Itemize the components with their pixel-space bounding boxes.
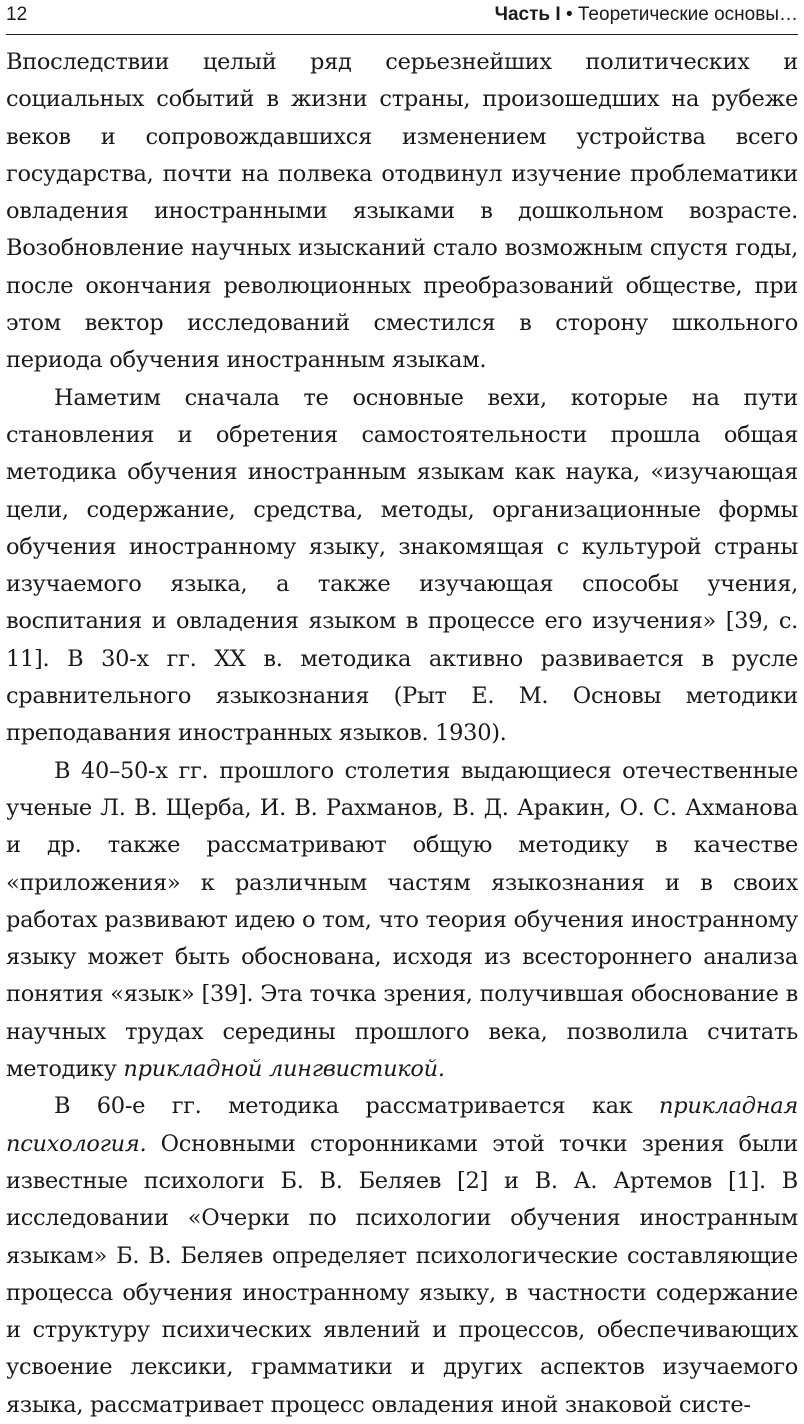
section-title: Теоретические основы… [577, 4, 798, 25]
paragraph-4-text-end: Основными сторонниками этой точки зрения были известные психологи Б. В. Беляев [2] и В. А. Артемов [1]. В исследовании «Очерки по психологии обучения иностранным языкам» Б. В. Беляев определяет психологические составляющие процесса обучения иностранному языку, в частности содержание и структуру психических явлений и процессов, обеспечивающих усвоение лексики, грамматики и других аспектов изучаемого языка, рассматривает процесс овладения иной знаковой систе- [6, 1130, 798, 1418]
paragraph-1: Впоследствии целый ряд серьезнейших политических и социальных событий в жизни страны, произошедших на рубеже веков и сопровождавшихся изменением устройства всего государства, почти на полвека отодвинул изучение проблематики овладения иностранными языками в дошкольном возрасте. Возобновление научных изысканий стало возможным спустя годы, после окончания революционных преобразований обществе, при этом вектор исследований сместился в сторону школьного периода обучения иностранным языкам. [6, 49, 798, 374]
page-body [6, 44, 798, 1424]
page-number: 12 [6, 4, 28, 25]
paragraph-4-text-start: В 60-е гг. методика рассматривается как [54, 1093, 660, 1120]
part-label: Часть I [494, 4, 561, 25]
page-header [6, 0, 798, 35]
paragraph-3-emphasis: прикладной лингвистикой. [123, 1056, 445, 1083]
paragraph-4 [6, 1088, 798, 1424]
paragraph-2: Наметим сначала те основные вехи, которые на пути становления и обретения самостоятельности прошла общая методика обучения иностранным языкам как наука, «изучающая цели, содержание, средства, методы, организационные формы обучения иностранному языку, знакомящая с культурой страны изучаемого языка, а также изучающая способы учения, воспитания и овладения языком в процессе его изучения» [39, с. 11]. В 30-х гг. XX в. методика активно развивается в русле сравнительного языкознания (Рыт Е. М. Основы методики преподавания иностранных языков. 1930). [6, 384, 798, 747]
paragraph-3-text: В 40–50-х гг. прошлого столетия выдающиеся отечественные ученые Л. В. Щерба, И. В. Рахманов, В. Д. Аракин, О. С. Ахманова и др. также рассматривают общую методику в качестве «приложения» к различным частям языкознания и в своих работах развивают идею о том, что теория обучения иностранному языку может быть обоснована, исходя из всестороннего анализа понятия «язык» [39]. Эта точка зрения, получившая обоснование в научных трудах середины прошлого века, позволила считать методику [6, 757, 798, 1083]
running-head [495, 0, 798, 30]
paragraph-4-emphasis: прикладная психология. [6, 1093, 798, 1157]
separator: • [560, 4, 578, 25]
paragraph-3 [6, 753, 798, 1089]
